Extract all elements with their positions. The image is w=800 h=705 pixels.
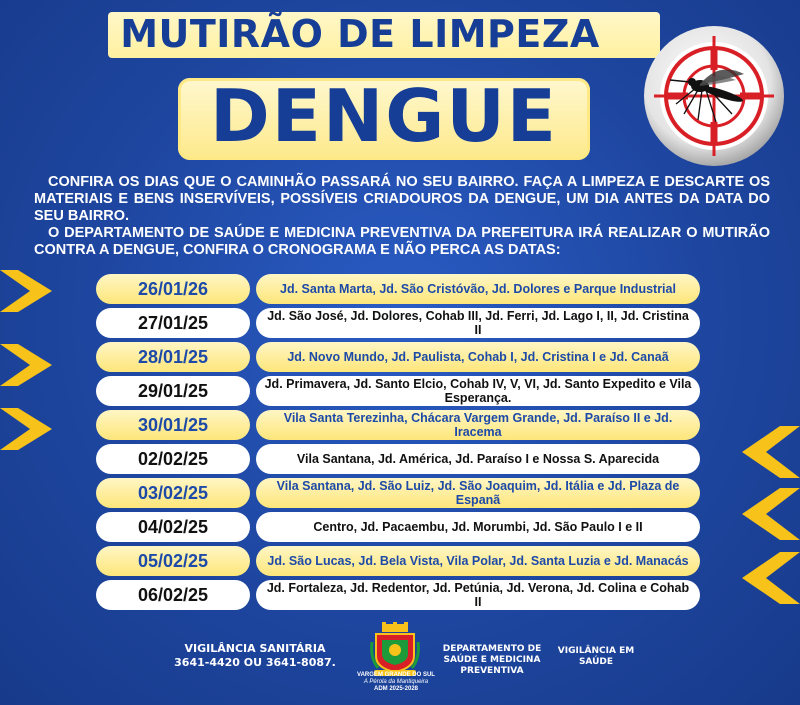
schedule-row xyxy=(96,342,700,372)
schedule-row xyxy=(96,274,700,304)
footer-vigilancia-sanitaria xyxy=(160,642,350,670)
schedule-places: Jd. Novo Mundo, Jd. Paulista, Cohab I, Jd. Cristina I e Jd. Canaã xyxy=(256,342,700,372)
crest-city-name: VARGEM GRANDE DO SUL xyxy=(357,672,435,678)
schedule-row xyxy=(96,308,700,338)
schedule-row xyxy=(96,410,700,440)
chevron-right-icon xyxy=(0,270,56,312)
chevron-left-icon xyxy=(740,488,800,540)
schedule-row xyxy=(96,444,700,474)
mosquito-target-icon xyxy=(640,22,788,170)
intro-text xyxy=(34,174,770,259)
schedule-row xyxy=(96,512,700,542)
footer-vigilancia-saude: VIGILÂNCIA EM SAÚDE xyxy=(557,646,635,667)
crest-motto: A Pérola da Mantiqueira xyxy=(363,679,429,685)
schedule-date: 27/01/25 xyxy=(96,308,250,338)
schedule-date: 03/02/25 xyxy=(96,478,250,508)
vigilancia-sanitaria-label: VIGILÂNCIA SANITÁRIA xyxy=(184,642,326,655)
schedule-row xyxy=(96,478,700,508)
schedule-date: 02/02/25 xyxy=(96,444,250,474)
crest-caption xyxy=(350,672,442,693)
schedule-places: Jd. São Lucas, Jd. Bela Vista, Vila Polar, Jd. Santa Luzia e Jd. Manacás xyxy=(256,546,700,576)
schedule-places: Jd. Fortaleza, Jd. Redentor, Jd. Petúnia, Jd. Verona, Jd. Colina e Cohab II xyxy=(256,580,700,610)
schedule-date: 26/01/26 xyxy=(96,274,250,304)
page-title: MUTIRÃO DE LIMPEZA xyxy=(120,12,600,56)
schedule-date: 29/01/25 xyxy=(96,376,250,406)
schedule-places: Vila Santana, Jd. São Luiz, Jd. São Joaquim, Jd. Itália e Jd. Plaza de Espanã xyxy=(256,478,700,508)
vigilancia-sanitaria-phones: 3641-4420 OU 3641-8087. xyxy=(174,656,336,669)
schedule-row xyxy=(96,376,700,406)
chevron-left-icon xyxy=(740,426,800,478)
schedule-date: 28/01/25 xyxy=(96,342,250,372)
schedule-places: Jd. Santa Marta, Jd. São Cristóvão, Jd. Dolores e Parque Industrial xyxy=(256,274,700,304)
schedule-date: 05/02/25 xyxy=(96,546,250,576)
schedule-date: 04/02/25 xyxy=(96,512,250,542)
intro-paragraph-2: O DEPARTAMENTO DE SAÚDE E MEDICINA PREVENTIVA DA PREFEITURA IRÁ REALIZAR O MUTIRÃO CONTRA A DENGUE, CONFIRA O CRONOGRAMA E NÃO PERCA AS DATAS: xyxy=(34,225,770,258)
chevron-right-icon xyxy=(0,344,56,386)
schedule-places: Centro, Jd. Pacaembu, Jd. Morumbi, Jd. São Paulo I e II xyxy=(256,512,700,542)
schedule-date: 06/02/25 xyxy=(96,580,250,610)
schedule-places: Jd. São José, Jd. Dolores, Cohab III, Jd. Ferri, Jd. Lago I, II, Jd. Cristina II xyxy=(256,308,700,338)
crest-administration: ADM 2025-2028 xyxy=(373,686,419,692)
schedule-date: 30/01/25 xyxy=(96,410,250,440)
chevron-right-icon xyxy=(0,408,56,450)
schedule-places: Vila Santa Terezinha, Chácara Vargem Grande, Jd. Paraíso II e Jd. Iracema xyxy=(256,410,700,440)
schedule-places: Vila Santana, Jd. América, Jd. Paraíso I e Nossa S. Aparecida xyxy=(256,444,700,474)
dengue-title: DENGUE xyxy=(210,74,558,158)
schedule-row xyxy=(96,546,700,576)
intro-paragraph-1: CONFIRA OS DIAS QUE O CAMINHÃO PASSARÁ NO SEU BAIRRO. FAÇA A LIMPEZA E DESCARTE OS MATERIAIS E BENS INSERVÍVEIS, POSSÍVEIS CRIADOUROS DA DENGUE, UM DIA ANTES DA DATA DO SEU BAIRRO. xyxy=(34,174,770,224)
schedule-row xyxy=(96,580,700,610)
schedule-places: Jd. Primavera, Jd. Santo Elcio, Cohab IV, V, VI, Jd. Santo Expedito e Vila Esperança. xyxy=(256,376,700,406)
footer-departamento: DEPARTAMENTO DE SAÚDE E MEDICINA PREVENTIVA xyxy=(442,644,542,676)
chevron-left-icon xyxy=(740,552,800,604)
